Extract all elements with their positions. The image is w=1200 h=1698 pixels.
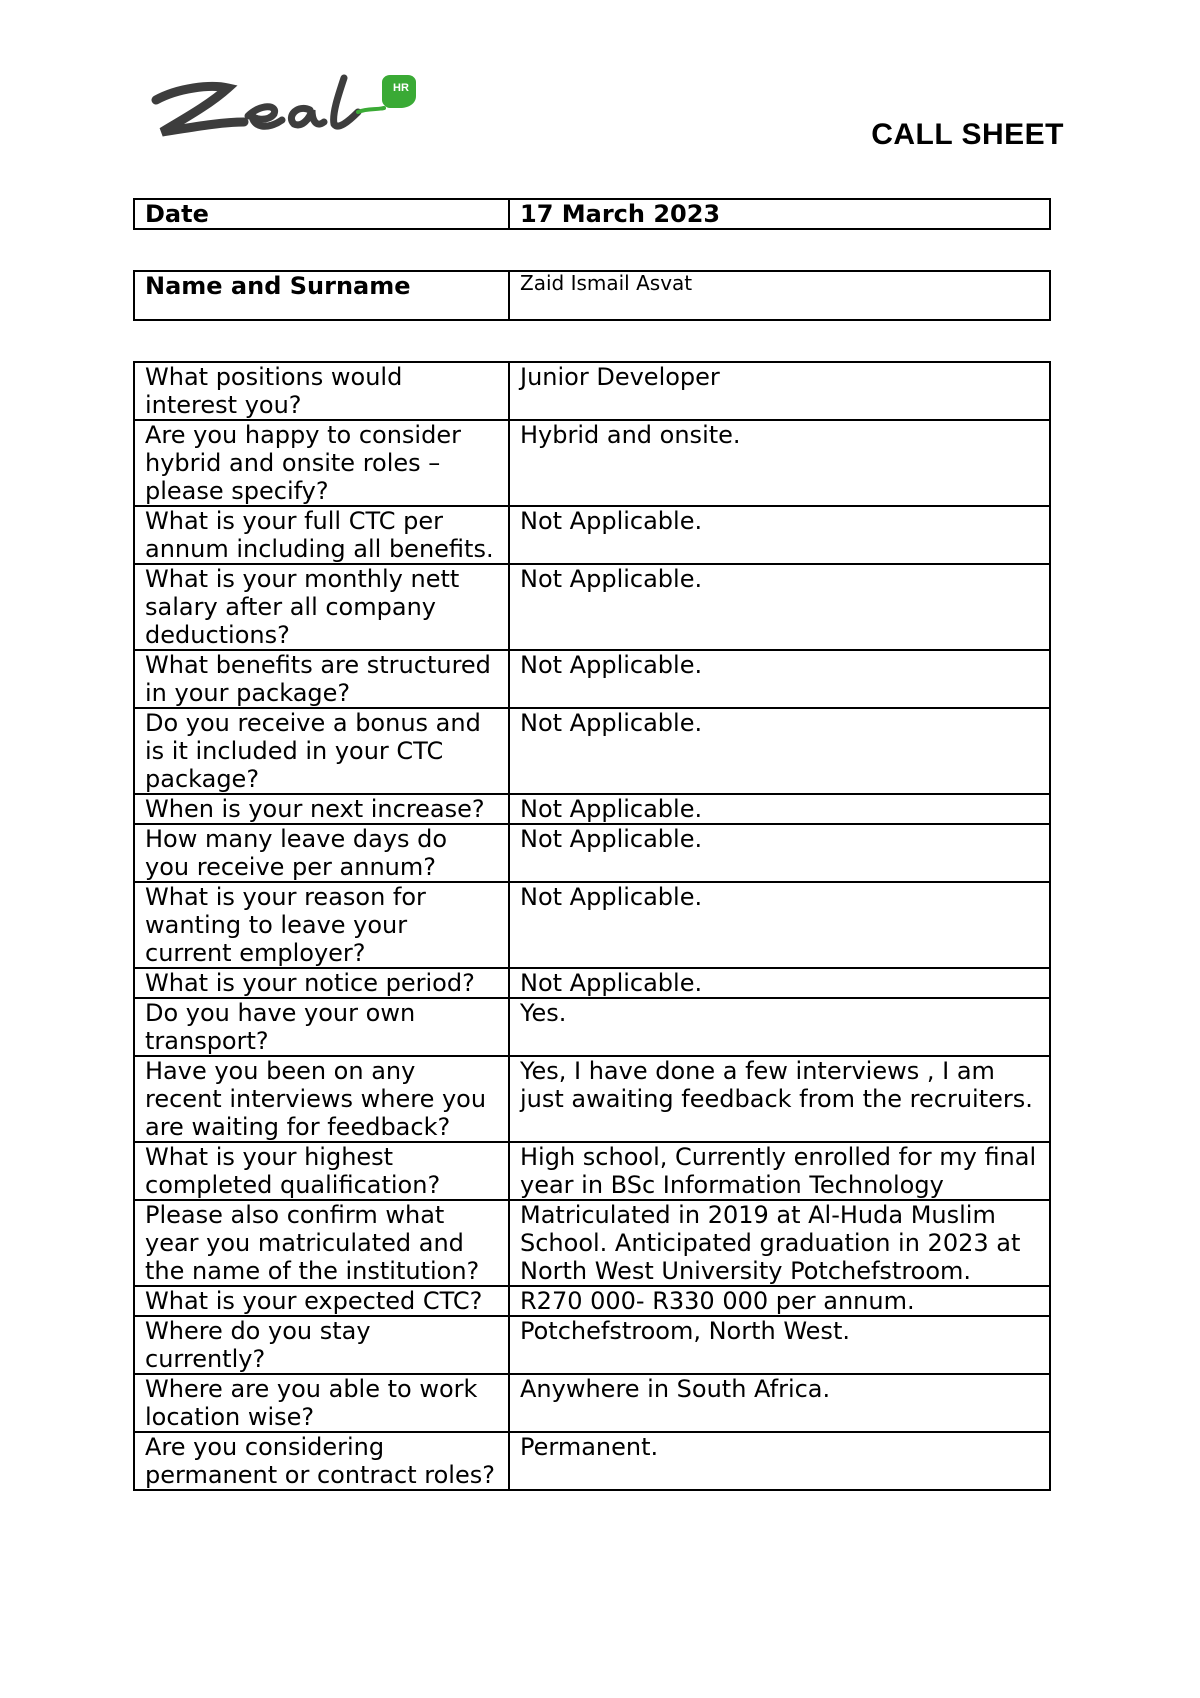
answer-cell: Anywhere in South Africa. <box>509 1374 1050 1432</box>
question-row <box>134 1316 1050 1374</box>
answer-cell: Yes, I have done a few interviews , I am just awaiting feedback from the recruiters. <box>509 1056 1050 1142</box>
question-row <box>134 650 1050 708</box>
answer-cell: High school, Currently enrolled for my final year in BSc Information Technology <box>509 1142 1050 1200</box>
question-row <box>134 506 1050 564</box>
answer-cell: Not Applicable. <box>509 968 1050 998</box>
question-row <box>134 1432 1050 1490</box>
name-table <box>133 270 1051 321</box>
question-cell: What is your highest completed qualification? <box>134 1142 509 1200</box>
date-label: Date <box>134 199 509 229</box>
question-cell: What benefits are structured in your package? <box>134 650 509 708</box>
question-row <box>134 1374 1050 1432</box>
question-cell: What is your reason for wanting to leave your current employer? <box>134 882 509 968</box>
question-row <box>134 1286 1050 1316</box>
question-row <box>134 564 1050 650</box>
zeal-hr-logo <box>148 72 428 152</box>
question-cell: Do you receive a bonus and is it included in your CTC package? <box>134 708 509 794</box>
question-cell: What is your expected CTC? <box>134 1286 509 1316</box>
question-row <box>134 362 1050 420</box>
question-cell: Are you happy to consider hybrid and onsite roles – please specify? <box>134 420 509 506</box>
questions-table <box>133 361 1051 1491</box>
question-row <box>134 998 1050 1056</box>
name-label: Name and Surname <box>134 271 509 320</box>
question-cell: What positions would interest you? <box>134 362 509 420</box>
question-cell: Please also confirm what year you matriculated and the name of the institution? <box>134 1200 509 1286</box>
answer-cell: Hybrid and onsite. <box>509 420 1050 506</box>
logo-badge-text: HR <box>393 82 409 94</box>
question-cell: What is your monthly nett salary after all company deductions? <box>134 564 509 650</box>
answer-cell: Permanent. <box>509 1432 1050 1490</box>
question-row <box>134 1142 1050 1200</box>
question-row <box>134 824 1050 882</box>
question-row <box>134 1200 1050 1286</box>
answer-cell: Matriculated in 2019 at Al-Huda Muslim School. Anticipated graduation in 2023 at North West University Potchefstroom. <box>509 1200 1050 1286</box>
question-cell: Have you been on any recent interviews where you are waiting for feedback? <box>134 1056 509 1142</box>
question-cell: What is your full CTC per annum including all benefits. <box>134 506 509 564</box>
answer-cell: Not Applicable. <box>509 882 1050 968</box>
answer-cell: Not Applicable. <box>509 506 1050 564</box>
name-value: Zaid Ismail Asvat <box>509 271 1050 320</box>
date-value: 17 March 2023 <box>509 199 1050 229</box>
answer-cell: Potchefstroom, North West. <box>509 1316 1050 1374</box>
question-row <box>134 1056 1050 1142</box>
question-cell: What is your notice period? <box>134 968 509 998</box>
question-row <box>134 794 1050 824</box>
answer-cell: Yes. <box>509 998 1050 1056</box>
answer-cell: Not Applicable. <box>509 564 1050 650</box>
question-cell: How many leave days do you receive per annum? <box>134 824 509 882</box>
answer-cell: Not Applicable. <box>509 708 1050 794</box>
answer-cell: Not Applicable. <box>509 650 1050 708</box>
question-row <box>134 882 1050 968</box>
question-row <box>134 968 1050 998</box>
name-row <box>134 271 1050 320</box>
answer-cell: Not Applicable. <box>509 794 1050 824</box>
question-row <box>134 420 1050 506</box>
answer-cell: Junior Developer <box>509 362 1050 420</box>
question-cell: Where do you stay currently? <box>134 1316 509 1374</box>
question-row <box>134 708 1050 794</box>
question-cell: Are you considering permanent or contract roles? <box>134 1432 509 1490</box>
answer-cell: Not Applicable. <box>509 824 1050 882</box>
question-cell: When is your next increase? <box>134 794 509 824</box>
page-title: CALL SHEET <box>871 118 1064 151</box>
question-cell: Where are you able to work location wise? <box>134 1374 509 1432</box>
date-row <box>134 199 1050 229</box>
question-cell: Do you have your own transport? <box>134 998 509 1056</box>
date-table <box>133 198 1051 230</box>
answer-cell: R270 000- R330 000 per annum. <box>509 1286 1050 1316</box>
